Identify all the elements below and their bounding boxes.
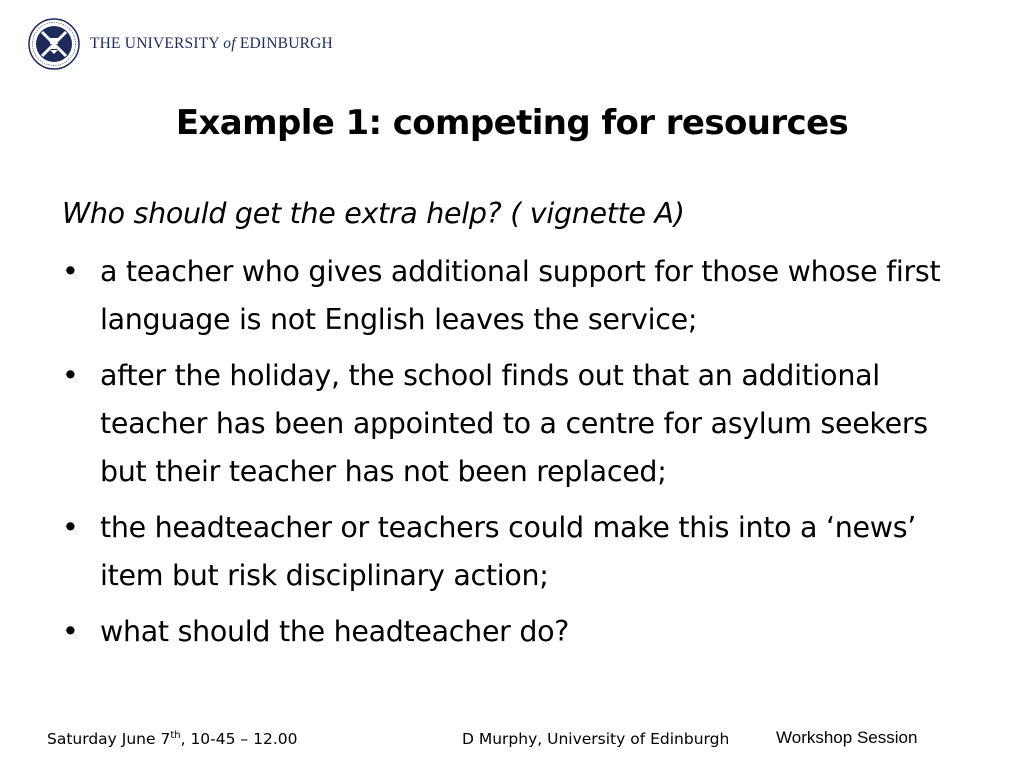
bullet-text: after the holiday, the school finds out that an additional teacher has been appointed to a centre for asylum seekers but their teacher has not been replaced; — [100, 359, 928, 488]
bullet-text: what should the headteacher do? — [100, 615, 570, 648]
bullet-item — [62, 352, 982, 496]
university-name-of: of — [223, 35, 236, 52]
bullet-item — [62, 504, 982, 600]
footer-date-suffix: , 10-45 – 12.00 — [180, 730, 298, 748]
footer-date-prefix: Saturday June 7 — [47, 730, 171, 748]
bullet-text: the headteacher or teachers could make this into a ‘news’ item but risk disciplinary action; — [100, 511, 917, 592]
university-logo — [28, 18, 333, 70]
university-name-suffix: EDINBURGH — [235, 35, 333, 52]
bullet-icon: • — [62, 615, 79, 648]
slide-title: Example 1: competing for resources — [175, 103, 849, 143]
intro-question: Who should get the extra help? ( vignette A) — [62, 197, 685, 230]
footer-date-sup: th — [170, 729, 181, 741]
bullet-icon: • — [62, 255, 79, 288]
university-name-prefix: THE UNIVERSITY — [90, 35, 224, 52]
bullet-list — [62, 248, 982, 656]
footer-session: Workshop Session — [776, 728, 918, 747]
university-name — [90, 35, 333, 53]
footer-date — [47, 730, 297, 748]
footer-presenter: D Murphy, University of Edinburgh — [462, 730, 730, 748]
slide-body — [62, 190, 982, 664]
bullet-text: a teacher who gives additional support for those whose first language is not English leaves the service; — [100, 255, 941, 336]
bullet-icon: • — [62, 359, 79, 392]
bullet-icon: • — [62, 511, 79, 544]
bullet-item — [62, 248, 982, 344]
university-crest-icon — [28, 18, 80, 70]
bullet-item — [62, 608, 982, 656]
